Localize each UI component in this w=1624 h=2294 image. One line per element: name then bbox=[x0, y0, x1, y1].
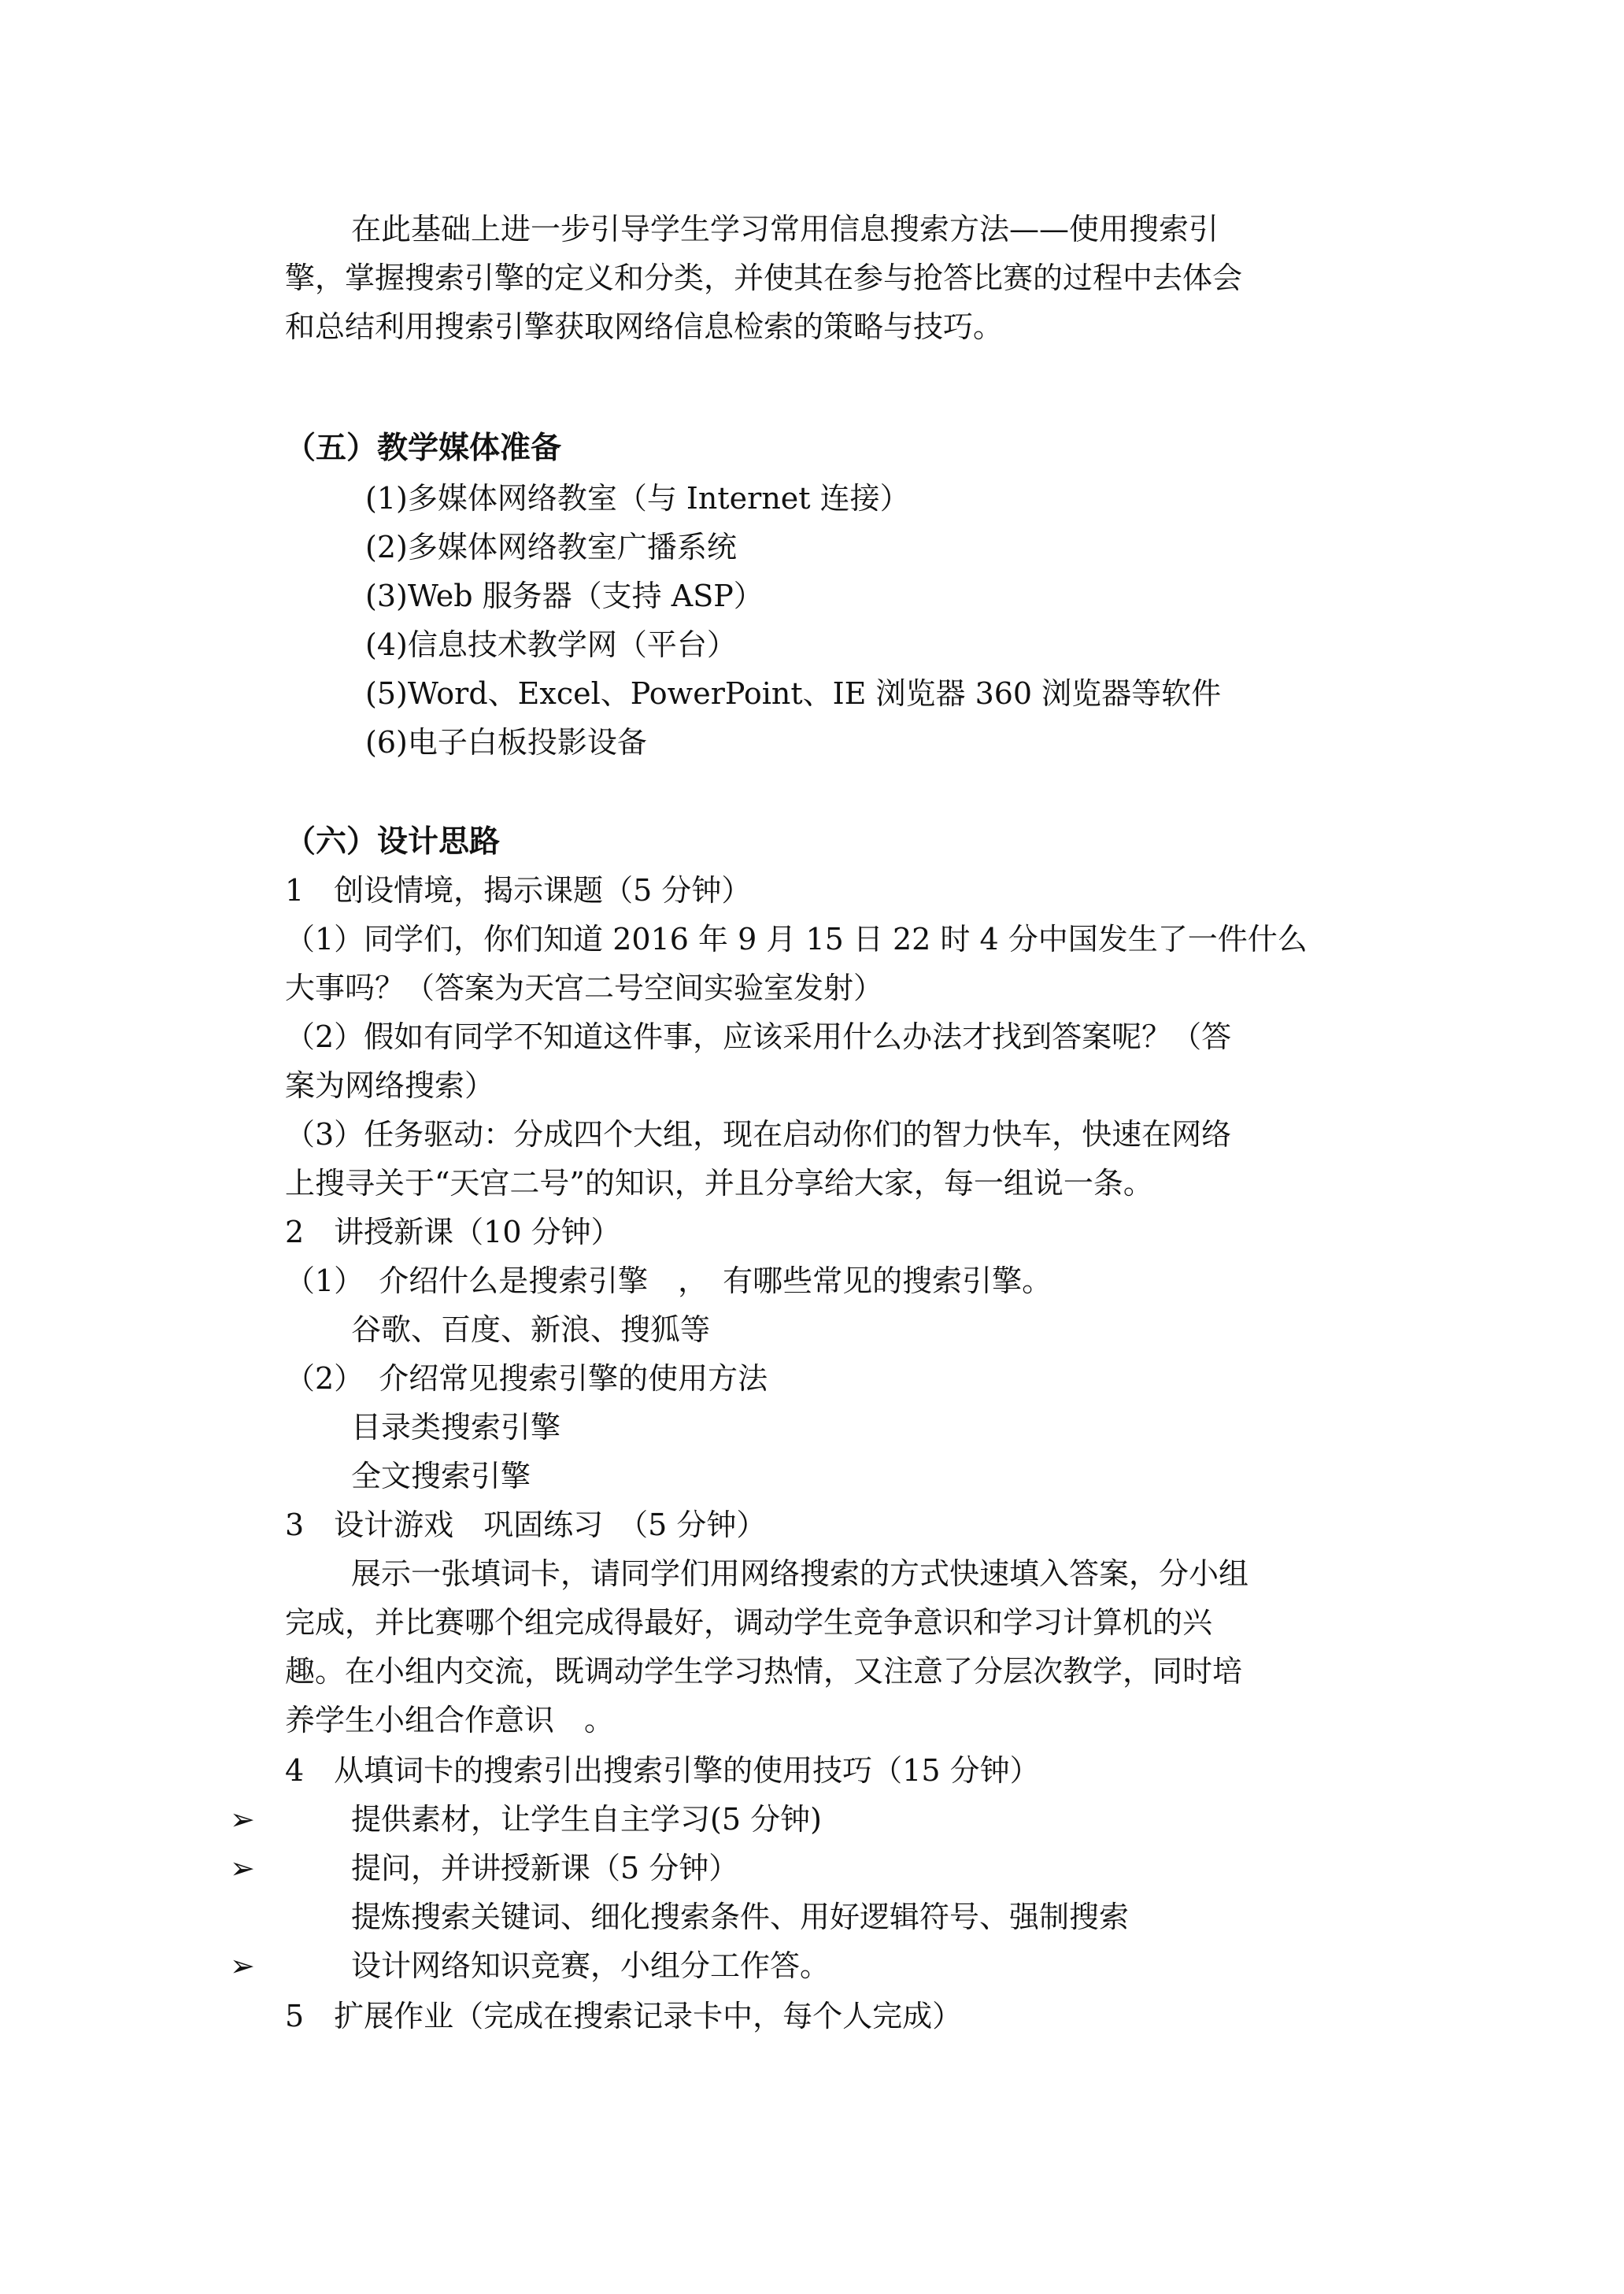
paragraph-line: 和总结利用搜索引擎获取网络信息检索的策略与技巧。 bbox=[285, 309, 1004, 344]
design-line: 2 讲授新课（10 分钟） bbox=[285, 1215, 621, 1249]
design-line: （1） 介绍什么是搜索引擎 ， 有哪些常见的搜索引擎。 bbox=[285, 1264, 1052, 1298]
design-line: 4 从填词卡的搜索引出搜索引擎的使用技巧（15 分钟） bbox=[285, 1753, 1040, 1788]
design-line: 养学生小组合作意识 。 bbox=[285, 1703, 615, 1737]
media-item: (2)多媒体网络教室广播系统 bbox=[365, 530, 737, 564]
design-line: 大事吗？（答案为天宫二号空间实验室发射） bbox=[285, 971, 884, 1005]
paragraph-line: 在此基础上进一步引导学生学习常用信息搜索方法——使用搜索引 bbox=[351, 212, 1219, 246]
section-heading: （五）教学媒体准备 bbox=[285, 430, 562, 466]
design-line: （2） 介绍常见搜索引擎的使用方法 bbox=[285, 1361, 768, 1396]
arrow-bullet-icon: ➢ bbox=[230, 1948, 255, 1983]
design-line: 3 设计游戏 巩固练习 （5 分钟） bbox=[285, 1508, 767, 1542]
design-line: 谷歌、百度、新浪、搜狐等 bbox=[351, 1312, 711, 1347]
design-line: 上搜寻关于“天宫二号”的知识，并且分享给大家，每一组说一条。 bbox=[285, 1166, 1153, 1201]
design-line: 案为网络搜索） bbox=[285, 1068, 495, 1103]
section-heading: （六）设计思路 bbox=[285, 823, 501, 860]
design-line: 提炼搜索关键词、细化搜索条件、用好逻辑符号、强制搜索 bbox=[351, 1900, 1130, 1934]
arrow-bullet-icon: ➢ bbox=[230, 1802, 255, 1837]
design-line: 完成，并比赛哪个组完成得最好，调动学生竞争意识和学习计算机的兴 bbox=[285, 1605, 1213, 1640]
arrow-bullet-icon: ➢ bbox=[230, 1851, 255, 1885]
design-line: 提供素材，让学生自主学习(5 分钟) bbox=[351, 1802, 822, 1837]
design-line: 展示一张填词卡，请同学们用网络搜索的方式快速填入答案，分小组 bbox=[351, 1556, 1249, 1591]
media-item: (3)Web 服务器（支持 ASP） bbox=[365, 579, 764, 613]
design-line: 1 创设情境，揭示课题（5 分钟） bbox=[285, 873, 752, 908]
paragraph-line: 擎，掌握搜索引擎的定义和分类，并使其在参与抢答比赛的过程中去体会 bbox=[285, 261, 1243, 295]
design-line: 目录类搜索引擎 bbox=[351, 1410, 561, 1445]
design-line: （3）任务驱动：分成四个大组，现在启动你们的智力快车，快速在网络 bbox=[285, 1117, 1232, 1152]
media-item: (1)多媒体网络教室（与 Internet 连接） bbox=[365, 481, 910, 516]
design-line: 5 扩展作业（完成在搜索记录卡中，每个人完成） bbox=[285, 1999, 963, 2033]
media-item: (5)Word、Excel、PowerPoint、IE 浏览器 360 浏览器等软件 bbox=[365, 676, 1222, 711]
design-line: （1）同学们，你们知道 2016 年 9 月 15 日 22 时 4 分中国发生了一件什么 bbox=[285, 922, 1308, 956]
design-line: 设计网络知识竞赛，小组分工作答。 bbox=[351, 1948, 830, 1983]
design-line: （2）假如有同学不知道这件事，应该采用什么办法才找到答案呢？（答 bbox=[285, 1019, 1232, 1054]
design-line: 提问，并讲授新课（5 分钟） bbox=[351, 1851, 739, 1885]
design-line: 趣。在小组内交流，既调动学生学习热情，又注意了分层次教学，同时培 bbox=[285, 1654, 1243, 1689]
media-item: (4)信息技术教学网（平台） bbox=[365, 627, 737, 662]
design-line: 全文搜索引擎 bbox=[351, 1459, 531, 1493]
media-item: (6)电子白板投影设备 bbox=[365, 725, 647, 760]
